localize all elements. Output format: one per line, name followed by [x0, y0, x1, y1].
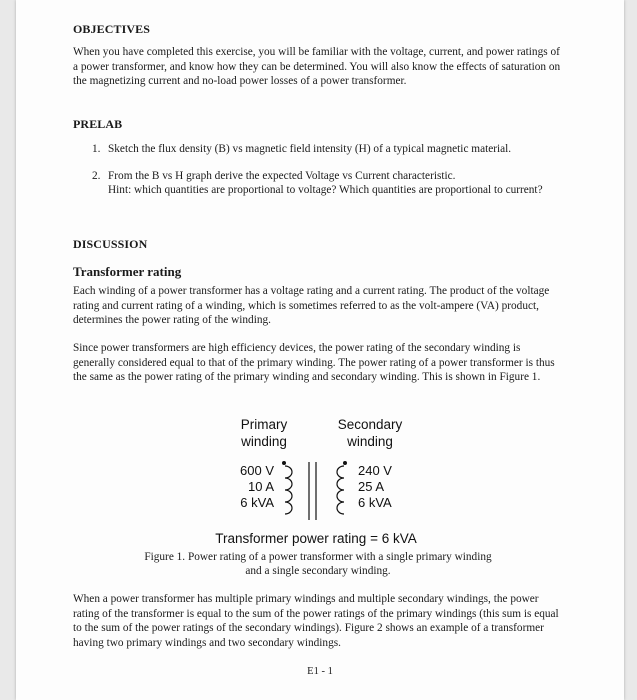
figure-1-caption [73, 550, 563, 578]
objectives-paragraph: When you have completed this exercise, you will be familiar with the voltage, current, and power ratings of a power transformer, and know how they can be determined. You will also know the effects of saturation on the magnetizing current and no-load power losses of a power transformer. [73, 46, 561, 88]
prelab-item-hint: Hint: which quantities are proportional to voltage? Which quantities are proportional to current? [108, 184, 543, 197]
page-number: E1 - 1 [307, 666, 333, 677]
figure-1-transformer-diagram [16, 410, 624, 550]
primary-current: 10 A [247, 479, 274, 494]
prelab-item-number: 2. [92, 170, 101, 182]
primary-label-line-2: winding [241, 434, 287, 449]
primary-coil [285, 466, 292, 514]
secondary-current: 25 A [358, 479, 385, 494]
secondary-label-line-2: winding [347, 434, 393, 449]
primary-voltage: 600 V [240, 463, 274, 478]
prelab-item-text: Sketch the flux density (B) vs magnetic field intensity (H) of a typical magnetic material. [108, 143, 512, 155]
primary-power: 6 kVA [240, 495, 274, 510]
figure-1-caption-line-1: Figure 1. Power rating of a power transformer with a single primary winding [144, 551, 492, 563]
prelab-heading: PRELAB [73, 117, 123, 131]
figure-1-caption-line-2: and a single secondary winding. [245, 565, 391, 577]
objectives-heading: OBJECTIVES [73, 22, 151, 36]
secondary-label-line-1: Secondary [337, 417, 403, 432]
secondary-coil [337, 466, 344, 514]
discussion-heading: DISCUSSION [73, 237, 148, 251]
document-page [16, 0, 624, 700]
secondary-power: 6 kVA [358, 495, 392, 510]
discussion-paragraph-2: Since power transformers are high efficiency devices, the power rating of the secondary winding is generally considered equal to that of the primary winding. The power rating of a power transformer is thus the same as the power rating of the primary winding and secondary winding. This is shown in Figure 1. [73, 342, 555, 384]
multiple-windings-paragraph: When a power transformer has multiple primary windings and multiple secondary windings, the power rating of the transformer is equal to the sum of the power ratings of the primary windings (this sum is equal to the sum of the power ratings of the secondary windings). Figure 2 shows an example of a transformer having two primary windings and two secondary windings. [73, 593, 559, 649]
primary-label-line-1: Primary [240, 417, 288, 432]
transformer-rating-subheading: Transformer rating [73, 264, 182, 279]
transformer-rating-label: Transformer power rating = 6 kVA [215, 531, 417, 546]
primary-polarity-dot [282, 461, 286, 465]
secondary-polarity-dot [343, 461, 347, 465]
secondary-voltage: 240 V [358, 463, 392, 478]
prelab-item-number: 1. [92, 143, 101, 155]
discussion-paragraph-1: Each winding of a power transformer has a voltage rating and a current rating. The product of the voltage rating and current rating of a winding, which is sometimes referred to as the volt-ampere (VA) product, determines the power rating of the winding. [73, 285, 550, 327]
prelab-item-text: From the B vs H graph derive the expected Voltage vs Current characteristic. [108, 170, 456, 182]
